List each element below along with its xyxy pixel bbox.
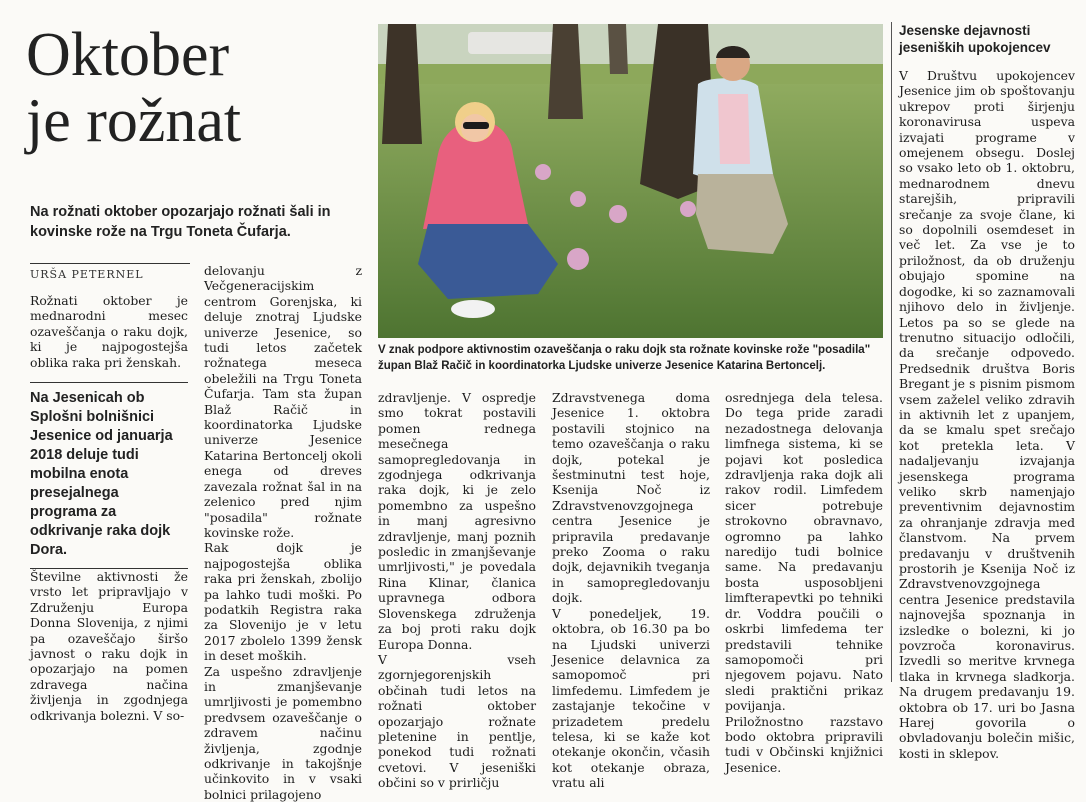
title-line-2: je rožnat [26,87,242,155]
paragraph: Številne aktivnosti že vrsto let pripravljajo v Združenju Europa Donna Slovenija, z njimi pa ozaveščajo širšo javnost o raku dojk in opozarjajo na pomen zdravega načina življenja in zgodnjega odkrivanja bolezni. V so- [30,569,188,723]
column-1-top [30,293,188,370]
column-1-bottom [30,569,188,723]
paragraph: osrednjega dela telesa. Do tega pride zaradi nezadostnega delovanja limfnega sistema, ki se pojavi kot posledica zdravljenja raka dojk ali rakov rodil. Limfedem sicer potrebuje strokovno obravnavo, ogromno pa lahko naredijo tudi bolnice same. Na predavanju bosta usposobljeni limfterapevtki po tehniki dr. Voddra poučili o oskrbi limfedema ter predstavili tehnike samopomoči pri njegovem pojavu. Nato sledi praktični prikaz povijanja. [725,390,883,714]
paragraph: V Društvu upokojencev Jesenice jim ob spoštovanju ukrepov proti širjenju koronavirusa uspeva izvajati programe v omejenem obsegu. Doslej so vsako leto ob 1. oktobru, mednarodnem dnevu starejših, pripravili srečanje za svoje člane, ki so dopolnili osemdeset in več let. Za vse je to priložnost, da ob druženju obujajo spomine na dogodke, ki so zaznamovali njihovo delo in življenje. Letos pa so se glede na trenutno situacijo odločili, da srečanje odpovedo. Predsednik društva Boris Bregant je s pisnim pismom vsem zaželel veliko zdravih in aktivnih let z upanjem, da se kmalu spet srečajo kot pretekla leta. V nadaljevanju izvajanja jesenskega programa veliko skrb namenjajo preventivnim dejavnostim za ohranjanje zdravja med članstvom. Na prvem predavanju v društvenih prostorih je Ksenija Noč iz Zdravstvenovzgojnega centra Jesenice predstavila najnovejša spoznanja in izsledke o bolezni, ki jo povzroča koronavirus. Izvedli so meritve krvnega tlaka in krvnega sladkorja. Na drugem predavanju 19. oktobra ob 17. uri bo Jasna Harej govorila o obvladovanju bolečin mišic, kosti in sklepov. [899,68,1075,761]
paragraph: zdravljenje. V ospredje smo tokrat postavili pomen rednega mesečnega samopregledovanja in zgodnjega odkrivanja raka dojk, ki je zelo pomembno za uspešno in manj agresivno zdravljenje, manj poznih posledic in zmanjševanje umrljivosti," je povedala Rina Klinar, članica upravnega odbora Slovenskega združenja za boj proti raku dojk Europa Donna. [378,390,536,652]
column-5 [725,390,883,775]
sidebar-heading: Jesenske dejavnosti jeseniških upokojencev [899,23,1051,55]
photo-caption: V znak podpore aktivnostim ozaveščanja o raku dojk sta rožnate kovinske rože "posadila" župan Blaž Račič in koordinatorka Ljudske univerze Jesenice Katarina Bertoncelj. [378,344,871,372]
article-title [26,22,366,154]
column-4 [552,390,710,791]
paragraph: delovanju z Večgeneracijskim centrom Gorenjska, ki deluje znotraj Ljudske univerze Jesenice, so tudi letos začetek rožnatega meseca obeležili na Trgu Toneta Čufarja. Tam sta župan Blaž Račič in koordinatorka Ljudske univerze Jesenice Katarina Bertoncelj okoli enega od dreves zavezala rožnat šal in na zelenico pred njim "posadila" rožnate kovinske rože. [204,263,362,540]
highlight-box: Na Jesenicah ob Splošni bolnišnici Jesenice od januarja 2018 deluje tudi mobilna enota presejalnega programa za odkrivanje raka dojk Dora. [30,382,188,569]
paragraph: Priložnostno razstavo bodo oktobra pripravili tudi v Občinski knjižnici Jesenice. [725,713,883,775]
column-divider [891,22,892,682]
sidebar-text [899,68,1075,761]
paragraph: Rožnati oktober je mednarodni mesec ozaveščanja o raku dojk, ki je najpogostejša oblika raka pri ženskah. [30,293,188,370]
article-photo [378,24,883,338]
paragraph: Za uspešno zdravljenje in zmanjševanje umrljivosti je pomembno predvsem ozaveščanje o zdravem načinu življenja, zgodnje odkrivanje in takojšnje učinkovito in v vsaki bolnici prilagojeno [204,663,362,802]
paragraph: Rak dojk je najpogostejša oblika raka pri ženskah, zbolijo pa lahko tudi moški. Po podatkih Registra raka za Slovenijo je v letu 2017 zbolelo 1399 žensk in deset moških. [204,540,362,664]
author-byline: URŠA PETERNEL [30,263,190,281]
paragraph: Zdravstvenega doma Jesenice 1. oktobra postavili stojnico na temo ozaveščanja o raku dojk, potekal je šestminutni test hoje, Ksenija Noč iz Zdravstvenovzgojnega centra Jesenice je pripravila predavanje preko Zooma o raku dojk, dejavnikih tveganja in samopregledovanju dojk. [552,390,710,606]
column-3 [378,390,536,791]
photo-illustration [378,24,883,338]
column-2 [204,263,362,802]
title-line-1: Oktober [26,21,230,89]
paragraph: V ponedeljek, 19. oktobra, ob 16.30 pa bo na Ljudski univerzi Jesenice delavnica za samopomoč pri limfedemu. Limfedem je zastajanje tekočine v prizadetem predelu telesa, ki se kaže kot otekanje okončin, včasih kot otekanje obraza, vratu ali [552,605,710,791]
paragraph: V vseh zgornjegorenjskih občinah tudi letos na rožnati oktober opozarjajo rožnate pletenine in pentlje, ponekod tudi rožnati cvetovi. V jeseniški občini so v prirličju [378,651,536,791]
article-lead: Na rožnati oktober opozarjajo rožnati šali in kovinske rože na Trgu Toneta Čufarja. [30,204,331,240]
